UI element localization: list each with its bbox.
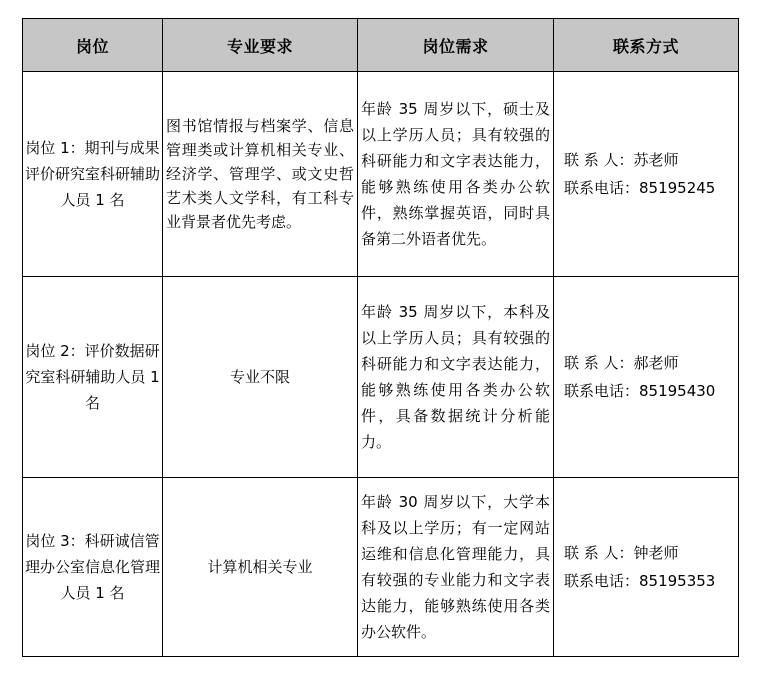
contact-phone: 联系电话：85195430 xyxy=(564,382,716,400)
position-cell xyxy=(23,277,163,478)
requirements-cell xyxy=(358,478,554,657)
contact-person: 联 系 人：苏老师 xyxy=(564,151,679,169)
header-major: 专业要求 xyxy=(163,19,358,72)
contact-person: 联 系 人：郝老师 xyxy=(564,354,679,372)
contact-cell xyxy=(554,72,739,277)
requirements-cell xyxy=(358,72,554,277)
major-text: 图书馆情报与档案学、信息管理类或计算机相关专业、经济学、管理学、或文史哲艺术类人文学科，有工科专业背景者优先考虑。 xyxy=(166,117,354,231)
major-cell xyxy=(163,478,358,657)
major-cell xyxy=(163,277,358,478)
major-text: 计算机相关专业 xyxy=(207,558,313,576)
table-row xyxy=(23,478,739,657)
table-row xyxy=(23,277,739,478)
header-contact: 联系方式 xyxy=(554,19,739,72)
contact-phone: 联系电话：85195353 xyxy=(564,572,716,590)
contact-cell xyxy=(554,277,739,478)
major-cell xyxy=(163,72,358,277)
contact-person: 联 系 人：钟老师 xyxy=(564,544,679,562)
job-table xyxy=(22,18,739,657)
header-row xyxy=(23,19,739,72)
requirements-text: 年龄 30 周岁以下，大学本科及以上学历；有一定网站运维和信息化管理能力，具有较强的专业能力和文字表达能力，能够熟练使用各类办公软件。 xyxy=(361,493,550,641)
position-cell xyxy=(23,478,163,657)
contact-phone: 联系电话：85195245 xyxy=(564,179,716,197)
requirements-cell xyxy=(358,277,554,478)
requirements-text: 年龄 35 周岁以下，本科及以上学历人员；具有较强的科研能力和文字表达能力，能够熟练使用各类办公软件，具备数据统计分析能力。 xyxy=(361,303,550,451)
position-cell xyxy=(23,72,163,277)
major-text: 专业不限 xyxy=(229,368,290,386)
header-position: 岗位 xyxy=(23,19,163,72)
requirements-text: 年龄 35 周岁以下，硕士及以上学历人员；具有较强的科研能力和文字表达能力，能够熟练使用各类办公软件，熟练掌握英语，同时具备第二外语者优先。 xyxy=(361,100,550,248)
position-text: 岗位 3：科研诚信管理办公室信息化管理人员 1 名 xyxy=(25,532,161,602)
position-text: 岗位 2：评价数据研究室科研辅助人员 1 名 xyxy=(25,342,160,412)
table-row xyxy=(23,72,739,277)
header-requirements: 岗位需求 xyxy=(358,19,554,72)
contact-cell xyxy=(554,478,739,657)
position-text: 岗位 1：期刊与成果评价研究室科研辅助人员 1 名 xyxy=(25,139,161,209)
